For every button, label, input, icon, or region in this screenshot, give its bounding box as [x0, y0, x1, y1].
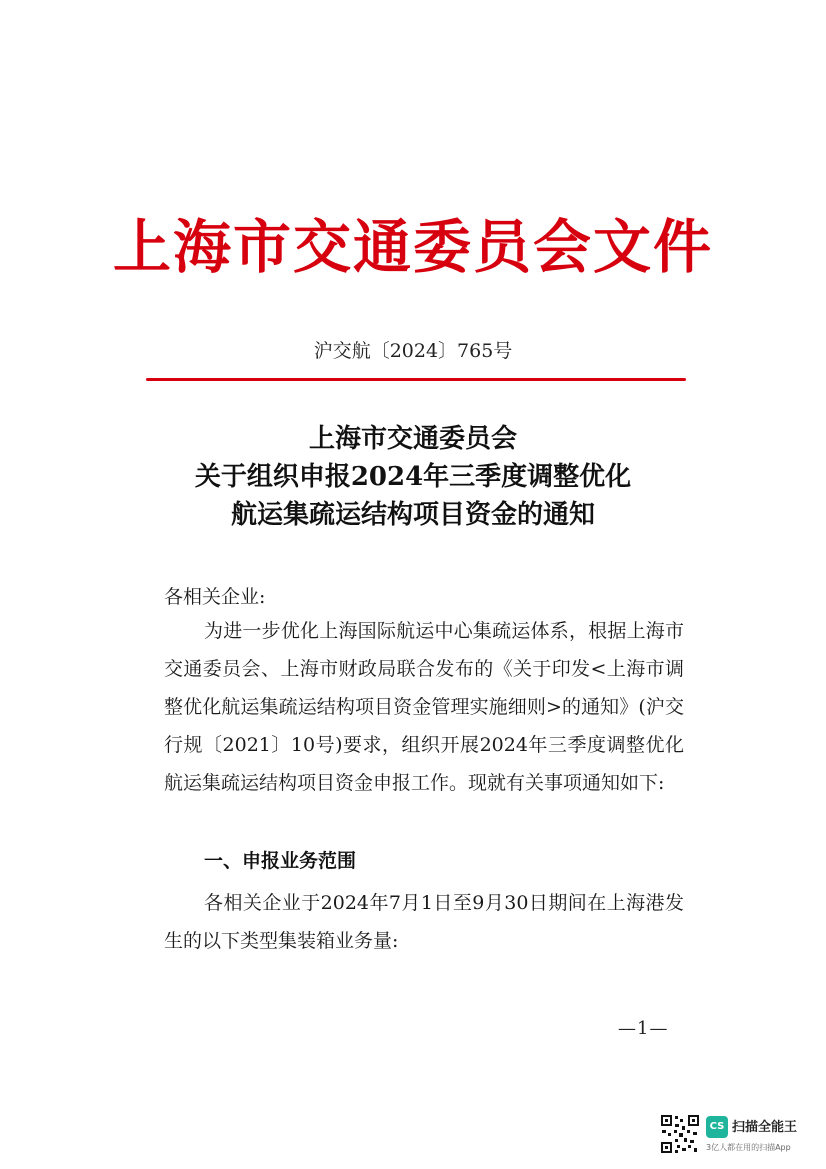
salutation: 各相关企业: — [164, 586, 266, 608]
body-paragraph-1: 为进一步优化上海国际航运中心集疏运体系，根据上海市交通委员会、上海市财政局联合发布的《关于印发<上海市调整优化航运集疏运结构项目资金管理实施细则>的通知》(沪交行规〔2021〕10号)要求，组织开展2024年三季度调整优化航运集疏运结构项目资金申报工作。现就有关事项通知如下: — [164, 620, 684, 794]
scanner-watermark — [660, 1110, 820, 1162]
scanner-app-tagline: 3亿人都在用的扫描App — [706, 1143, 791, 1152]
section-heading-1: 一、申报业务范围 — [204, 850, 357, 872]
qr-code-icon — [660, 1114, 700, 1154]
scanner-app-logo-icon: CS — [706, 1116, 728, 1138]
title-line-2: 关于组织申报2024年三季度调整优化 — [194, 462, 632, 492]
body-paragraph-2: 各相关企业于2024年7月1日至9月30日期间在上海港发生的以下类型集装箱业务量: — [164, 892, 684, 952]
title-line-3: 航运集疏运结构项目资金的通知 — [230, 500, 595, 530]
issuer-banner: 上海市交通委员会文件 — [112, 213, 713, 281]
document-title — [0, 420, 826, 534]
title-line-1: 上海市交通委员会 — [308, 424, 517, 454]
document-number: 沪交航〔2024〕765号 — [313, 340, 513, 362]
red-divider-line — [146, 378, 686, 381]
scanner-app-name: 扫描全能王 — [732, 1120, 798, 1135]
page-number: —1— — [618, 1018, 669, 1039]
